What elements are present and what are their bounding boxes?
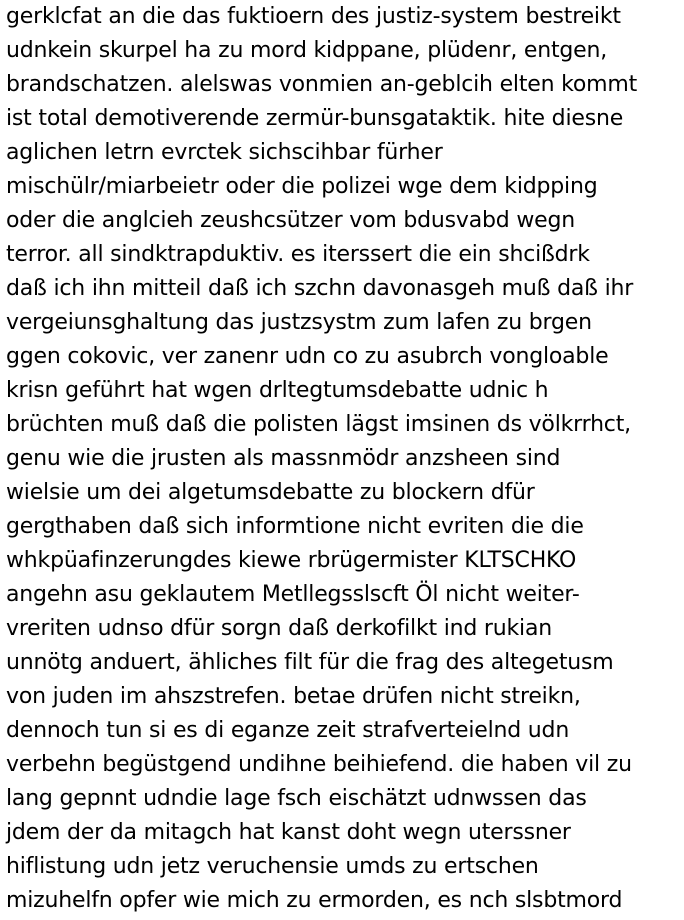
text-line: angehn asu geklautem Metllegsslscft Öl nicht weiter- <box>6 582 580 607</box>
text-line: mischülr/miarbeietr oder die polizei wge dem kidpping <box>6 174 598 199</box>
text-line: krisn geführt hat wgen drltegtumsdebatte udnic h <box>6 378 549 403</box>
text-line: terror. all sindktrapduktiv. es iterssert die ein shcißdrk <box>6 242 590 267</box>
text-line: gergthaben daß sich informtione nicht evriten die die <box>6 514 584 539</box>
text-line: udnkein skurpel ha zu mord kidppane, plüdenr, entgen, <box>6 38 608 63</box>
text-line: lang gepnnt udndie lage fsch eischätzt udnwssen das <box>6 786 587 811</box>
text-line: vreriten udnso dfür sorgn daß derkofilkt ind rukian <box>6 616 552 641</box>
text-line: von juden im ahszstrefen. betae drüfen nicht streikn, <box>6 684 581 709</box>
text-line: brüchten muß daß die polisten lägst imsinen ds völkrrhct, <box>6 412 631 437</box>
text-line: oder die anglcieh zeushcsützer vom bdusvabd wegn <box>6 208 575 233</box>
text-line: verbehn begüstgend undihne beihiefend. die haben vil zu <box>6 752 632 777</box>
text-line: jdem der da mitagch hat kanst doht wegn uterssner <box>6 820 571 845</box>
text-line: mizuhelfn opfer wie mich zu ermorden, es nch slsbtmord <box>6 888 623 913</box>
text-line: genu wie die jrusten als massnmödr anzsheen sind <box>6 446 561 471</box>
text-line: dennoch tun si es di eganze zeit strafverteielnd udn <box>6 718 570 743</box>
text-line: hiflistung udn jetz veruchensie umds zu ertschen <box>6 854 539 879</box>
text-line: ggen cokovic, ver zanenr udn co zu asubrch vongloable <box>6 344 609 369</box>
text-line: unnötg anduert, ähliches filt für die frag des altegetusm <box>6 650 614 675</box>
text-line: wielsie um dei algetumsdebatte zu blockern dfür <box>6 480 535 505</box>
text-line: vergeiunsghaltung das justzsystm zum lafen zu brgen <box>6 310 592 335</box>
text-line: gerklcfat an die das fuktioern des justiz-system bestreikt <box>6 4 621 29</box>
text-line: brandschatzen. alelswas vonmien an-geblcih elten kommt <box>6 72 638 97</box>
text-line: whkpüafinzerungdes kiewe rbrügermister KLTSCHKO <box>6 548 577 573</box>
text-line: daß ich ihn mitteil daß ich szchn davonasgeh muß daß ihr <box>6 276 634 301</box>
text-line: ist total demotiverende zermür-bunsgataktik. hite diesne <box>6 106 624 131</box>
text-line: aglichen letrn evrctek sichscihbar fürher <box>6 140 443 165</box>
